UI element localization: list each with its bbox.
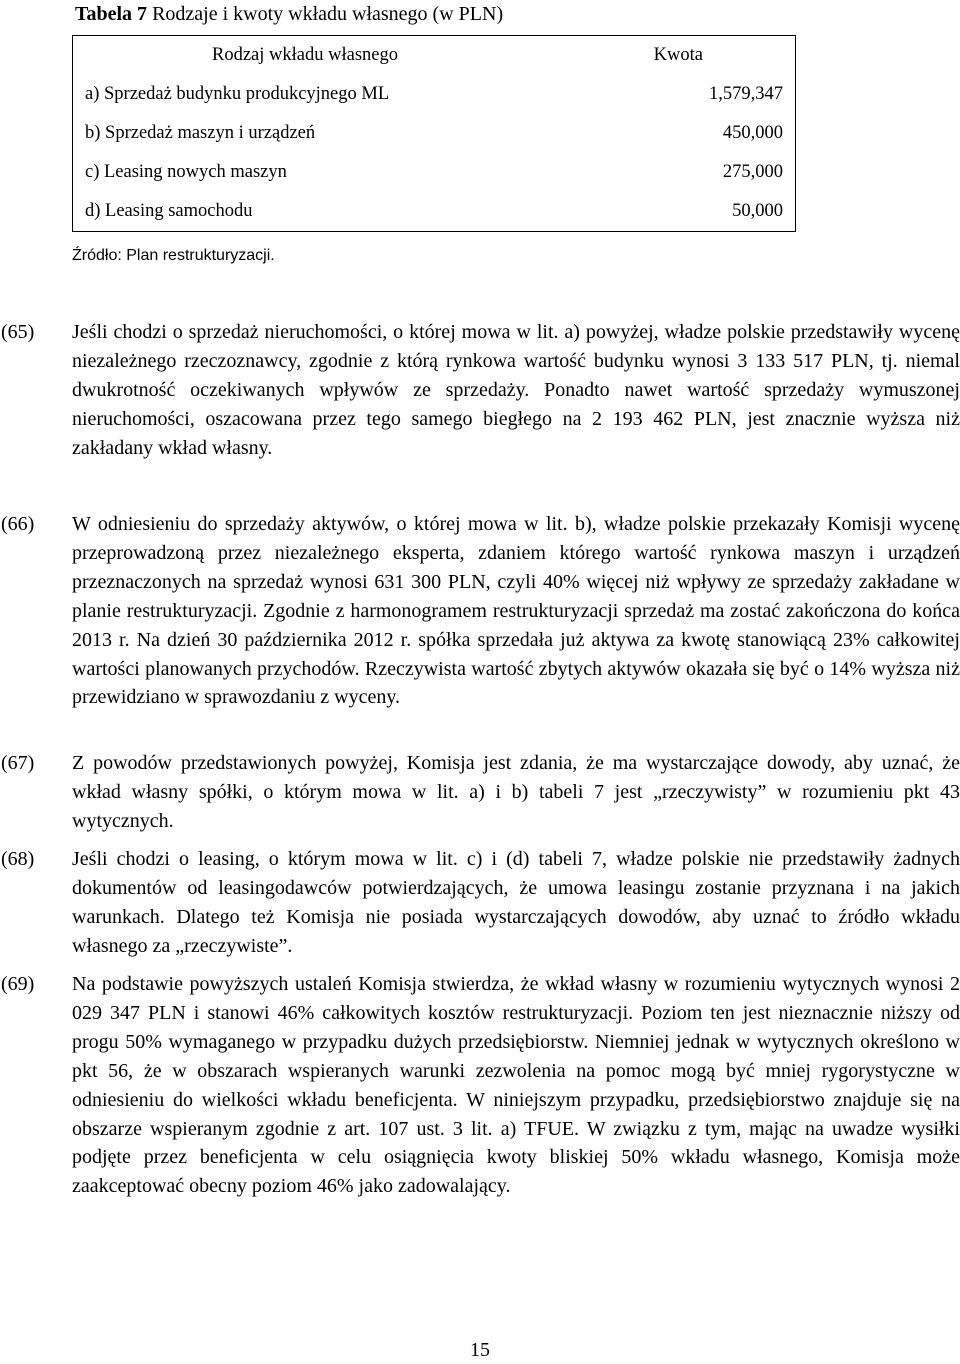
paragraph-text: Jeśli chodzi o sprzedaż nieruchomości, o której mowa w lit. a) powyżej, władze polskie przedstawiły wycenę niezależnego rzeczoznawcy, zgodnie z którą rynkowa wartość budynku wynosi 3 133 517 PLN, tj. niemal dwukrotność oczekiwanych wpływów ze sprzedaży. Ponadto nawet wartość sprzedaży wymuszonej nieruchomości, oszacowana przez tego samego biegłego na 2 193 462 PLN, jest znacznie wyższa niż zakładany wkład własny.: [72, 321, 960, 459]
table-number: Tabela 7: [75, 3, 148, 25]
cell-type: d) Leasing samochodu: [73, 192, 538, 232]
paragraph-number: (65): [1, 321, 35, 343]
table-row: [73, 114, 796, 153]
contribution-table: [72, 35, 796, 232]
cell-amount: 1,579,347: [537, 75, 796, 114]
paragraph-number: (68): [1, 848, 35, 870]
table-row: [73, 75, 796, 114]
cell-amount: 275,000: [537, 153, 796, 192]
table-row: [73, 192, 796, 232]
cell-amount: 50,000: [537, 192, 796, 232]
paragraph-text: W odniesieniu do sprzedaży aktywów, o której mowa w lit. b), władze polskie przekazały Komisji wycenę przeprowadzoną przez niezależnego eksperta, zdaniem którego wartość rynkowa maszyn i urządzeń przeznaczonych na sprzedaż wynosi 631 300 PLN, czyli 40% więcej niż wpływy ze sprzedaży zakładane w planie restrukturyzacji. Zgodnie z harmonogramem restrukturyzacji sprzedaż ma zostać zakończona do końca 2013 r. Na dzień 30 października 2012 r. spółka sprzedała już aktywa za kwotę stanowiącą 23% całkowitej wartości planowanych przychodów. Rzeczywista wartość zbytych aktywów okazała się być o 14% wyższa niż przewidziano w sprawozdaniu z wyceny.: [72, 513, 960, 709]
paragraph-number: (66): [1, 513, 35, 535]
page-number: 15: [470, 1339, 490, 1361]
paragraph-text: Z powodów przedstawionych powyżej, Komisja jest zdania, że ma wystarczające dowody, aby uznać, że wkład własny spółki, o którym mowa w lit. a) i b) tabeli 7 jest „rzeczywisty” w rozumieniu pkt 43 wytycznych.: [72, 752, 960, 832]
column-header-type: Rodzaj wkładu własnego: [73, 36, 538, 76]
paragraph-number: (69): [1, 973, 35, 995]
paragraph-text: Na podstawie powyższych ustaleń Komisja stwierdza, że wkład własny w rozumieniu wytycznych wynosi 2 029 347 PLN i stanowi 46% całkowitych kosztów restrukturyzacji. Poziom ten jest nieznacznie niższy od progu 50% wymaganego w przypadku dużych przedsiębiorstw. Niemniej jednak w wytycznych określono w pkt 56, że w obszarach wspieranych warunki zezwolenia na pomoc mogą być mniej rygorystyczne w odniesieniu do wielkości wkładu beneficjenta. W niniejszym przypadku, przedsiębiorstwo znajduje się na obszarze wspieranym zgodnie z art. 107 ust. 3 lit. a) TFUE. W związku z tym, mając na uwadze wysiłki podjęte przez beneficjenta w celu osiągnięcia kwoty bliskiej 50% wkładu własnego, Komisja może zaakceptować obecny poziom 46% jako zadowalający.: [72, 973, 960, 1198]
paragraph-text: Jeśli chodzi o leasing, o którym mowa w lit. c) i (d) tabeli 7, władze polskie nie przedstawiły żadnych dokumentów od leasingodawców potwierdzających, że umowa leasingu zostanie przyznana i na jakich warunkach. Dlatego też Komisja nie posiada wystarczających dowodów, aby uznać to źródło wkładu własnego za „rzeczywiste”.: [72, 848, 960, 957]
column-header-amount: Kwota: [537, 36, 796, 76]
cell-type: a) Sprzedaż budynku produkcyjnego ML: [73, 75, 538, 114]
table-source-note: Źródło: Plan restrukturyzacji.: [72, 247, 275, 264]
table-title: Rodzaje i kwoty wkładu własnego (w PLN): [152, 3, 504, 25]
cell-type: c) Leasing nowych maszyn: [73, 153, 538, 192]
cell-type: b) Sprzedaż maszyn i urządzeń: [73, 114, 538, 153]
paragraph-number: (67): [1, 752, 35, 774]
table-row: [73, 153, 796, 192]
table-header-row: [73, 36, 796, 76]
cell-amount: 450,000: [537, 114, 796, 153]
table-caption: [75, 2, 503, 26]
